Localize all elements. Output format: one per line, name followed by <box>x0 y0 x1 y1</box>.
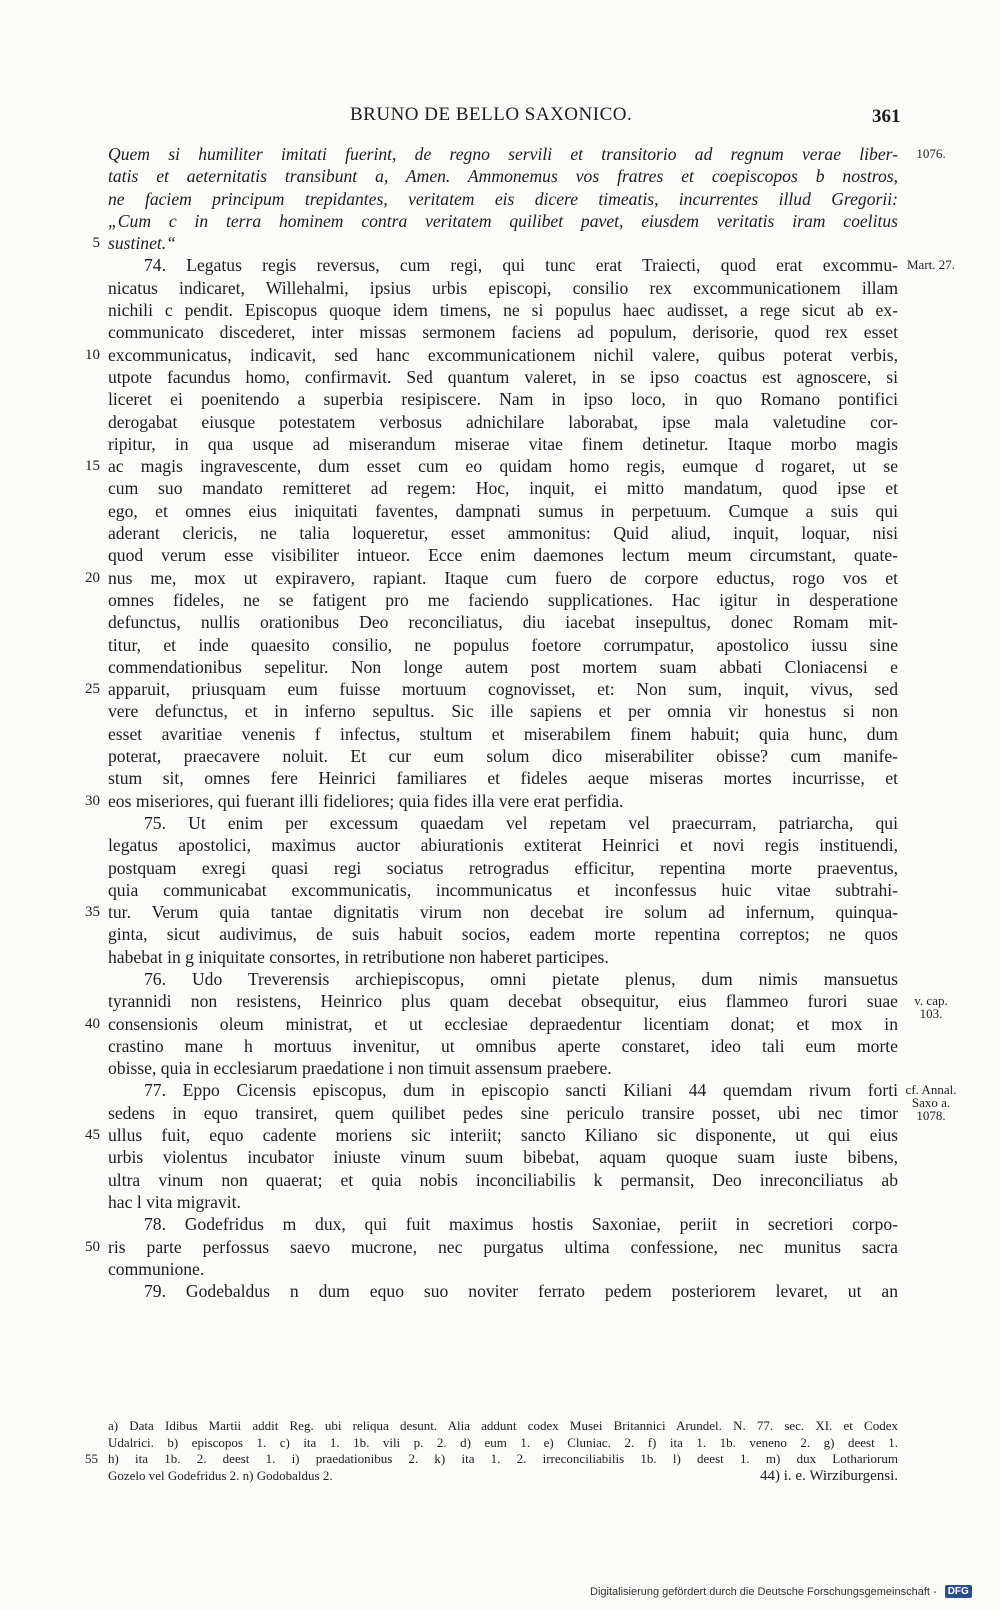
line-text: ultra vinum non quaerat; et quia nobis inconciliabilis k permansit, Deo inreconciliatus ab <box>108 1169 898 1190</box>
text-line <box>85 344 898 366</box>
line-text: ego, et omnes eius iniquitati faventes, dampnati sumus in perpetuum. Cumque a suis qui <box>108 500 898 521</box>
line-text: tur. Verum quia tantae dignitatis virum non decebat ire solum ad infernum, quinqua- <box>108 902 898 923</box>
margin-note: Mart. 27. <box>906 257 956 273</box>
line-text: 77. Eppo Cicensis episcopus, dum in episcopio sancti Kiliani 44 quemdam rivum forti <box>144 1080 898 1101</box>
text-line <box>108 968 898 990</box>
text-line <box>108 1169 898 1191</box>
page-number: 361 <box>872 106 901 127</box>
text-line <box>108 188 898 210</box>
line-text: liceret ei poenitendo a superbia resipiscere. Nam in ipso loco, in quo Romano pontifici <box>108 389 898 410</box>
line-text: commendationibus sepelitur. Non longe autem post mortem suam abbati Cloniacensi e <box>108 656 898 677</box>
text-line <box>85 1013 898 1035</box>
text-line <box>108 946 898 968</box>
editorial-note: 44) i. e. Wirziburgensi. <box>760 1467 898 1484</box>
dfg-logo: DFG <box>945 1585 972 1598</box>
text-line <box>85 901 898 923</box>
text-line <box>108 433 898 455</box>
line-text: obisse, quia in ecclesiarum praedatione i non timuit assensum praebere. <box>108 1058 612 1079</box>
line-text: defunctus, nullis orationibus Deo reconciliatus, diu iacebat insepultus, donec Romam mit- <box>108 612 898 633</box>
text-line <box>108 1102 898 1124</box>
line-text: nichili c pendit. Episcopus quoque idem timens, ne si populus haec audisset, a rege sicut ab ex- <box>108 300 898 321</box>
line-number: 35 <box>85 904 100 921</box>
line-text: sustinet.“ <box>108 233 176 254</box>
text-line <box>108 210 898 232</box>
line-text: stum sit, omnes fere Heinrici familiares et fideles aeque miseras mortes incurrisse, et <box>108 768 898 789</box>
line-text: tatis et aeternitatis transibunt a, Amen. Ammonemus vos fratres et coepiscopos b nostros, <box>108 166 898 187</box>
line-text: consensionis oleum ministrat, et ut ecclesiae depraedentur licentiam donat; et mox in <box>108 1013 898 1034</box>
line-text: 75. Ut enim per excessum quaedam vel repetam vel praecurram, patriarcha, qui <box>144 812 898 833</box>
text-line <box>108 767 898 789</box>
line-number: 20 <box>85 569 100 586</box>
text-line <box>108 277 898 299</box>
text-line <box>108 143 946 165</box>
text-line <box>85 678 898 700</box>
text-line <box>108 1191 898 1213</box>
line-text: aderant clericis, ne talia loqueretur, esset ammonitus: Quid aliud, inquit, loquar, nisi <box>108 523 898 544</box>
line-text: nicatus indicaret, Willehalmi, ipsius urbis episcopi, consilio rex excommunicationem illam <box>108 277 898 298</box>
digitization-footer <box>590 1582 990 1600</box>
line-text: urbis violentus incubator iniuste vinum suum bibebat, aquam quoque suam iuste bibens, <box>108 1147 898 1168</box>
text-line <box>108 321 898 343</box>
line-number: 25 <box>85 681 100 698</box>
text-line <box>108 745 898 767</box>
margin-note: v. cap. 103. <box>914 993 948 1022</box>
line-text: legatus apostolici, maximus auctor abiurationis extiterat Heinrici et novi regis instituendi, <box>108 835 898 856</box>
text-line <box>108 544 898 566</box>
page-header <box>0 104 1000 132</box>
text-line <box>108 700 898 722</box>
line-text: excommunicatus, indicavit, sed hanc excommunicationem nichil valere, quibus poterat verbis, <box>108 344 898 365</box>
line-text: postquam exregi quasi regi sociatus retrogradus efficitur, repentina morte praeventus, <box>108 857 898 878</box>
line-text: ullus fuit, equo cadente moriens sic interiit; sancto Kiliano sic disponente, ut qui eius <box>108 1125 898 1146</box>
line-text: habebat in g iniquitate consortes, in retributione non haberet participes. <box>108 946 609 967</box>
text-line <box>108 1213 898 1235</box>
text-line <box>108 254 956 276</box>
footnote-text: Udalrici. b) episcopos 1. c) ita 1. 1b. vili p. 2. d) eum 1. e) Cluniac. 2. f) ita 1. 1b. veneno 2. g) deest 1. <box>108 1434 898 1450</box>
footnote-text: Gozelo vel Godefridus 2. n) Godobaldus 2. <box>108 1467 333 1483</box>
text-line <box>108 1258 898 1280</box>
line-text: communione. <box>108 1258 205 1279</box>
text-line <box>85 567 898 589</box>
text-line <box>108 611 898 633</box>
line-text: nus me, mox ut expiravero, rapiant. Itaque cum fuero de corpore eductus, rogo vos et <box>108 567 898 588</box>
line-text: communicato discederet, inter missas sermonem faciens ad populum, derisorie, quod rex esset <box>108 322 898 343</box>
text-line <box>108 879 898 901</box>
footnote-text: h) ita 1b. 2. deest 1. i) praedationibus 2. k) ita 1. 2. irreconciliabilis 1b. l) deest 1. m) dux Lothariorum <box>108 1451 898 1466</box>
line-text: tyrannidi non resistens, Heinrico plus quam decebat obsequitur, eius flammeo furori suae <box>108 991 898 1012</box>
text-line <box>108 656 898 678</box>
text-line <box>108 589 898 611</box>
line-text: ris parte perfossus saevo mucrone, nec purgatus ultima confessione, nec munitus sacra <box>108 1236 898 1257</box>
line-text: 79. Godebaldus n dum equo suo noviter ferrato pedem posteriorem levaret, ut an <box>144 1281 898 1302</box>
line-text: omnes fideles, ne se fatigent pro me faciendo supplicationes. Hac igitur in desperatione <box>108 589 898 610</box>
text-line <box>108 477 898 499</box>
line-text: eos miseriores, qui fuerant illi fideliores; quia fides illa vere erat perfidia. <box>108 790 624 811</box>
text-line <box>85 790 898 812</box>
line-text: ripitur, in qua usque ad miserandum miserae vitae finem detinetur. Itaque morbo magis <box>108 433 898 454</box>
line-text: ac magis ingravescente, dum esset cum eo quidam homo regis, eumque d rogaret, ut se <box>108 456 898 477</box>
line-text: utpote facundus homo, confirmavit. Sed quantum valeret, in se ipso coactus est agnoscere, si <box>108 366 898 387</box>
text-line <box>108 500 898 522</box>
line-number: 40 <box>85 1015 100 1032</box>
text-line <box>108 165 898 187</box>
line-text: derogabat eiusque potestatem verbosus adnichilare laborabat, ipse mala valetudine cor- <box>108 411 898 432</box>
line-text: ginta, sicut audivimus, de suis habuit socios, eadem morte repentina correptos; ne quos <box>108 924 898 945</box>
line-number: 10 <box>85 346 100 363</box>
line-text: poterat, praecavere noluit. Et cur eum solum dico miserabiliter obisse? cum manife- <box>108 746 898 767</box>
text-line <box>108 1146 898 1168</box>
text-line <box>108 1057 898 1079</box>
footnote-line <box>85 1451 898 1468</box>
line-text: quod verum esse visibiliter intueor. Ecce enim daemones lectum meum circumstant, quate- <box>108 545 898 566</box>
line-text: 74. Legatus regis reversus, cum regi, qui tunc erat Traiecti, quod erat excommu- <box>144 255 898 276</box>
text-line <box>108 834 898 856</box>
text-line <box>108 522 898 544</box>
text-line <box>108 923 898 945</box>
margin-note: 1076. <box>916 146 946 161</box>
footnote-line <box>108 1468 898 1485</box>
line-text: sedens in equo transiret, quem quilibet pedes sine periculo transire posset, ubi nec timor <box>108 1102 898 1123</box>
line-text: esset avaritiae venenis f infectus, stultum et miserabilem finem habuit; quia hunc, dum <box>108 723 898 744</box>
margin-note: cf. Annal. Saxo a. 1078. <box>905 1082 957 1124</box>
line-number: 15 <box>85 458 100 475</box>
line-text: Quem si humiliter imitati fuerint, de regno servili et transitorio ad regnum verae liber- <box>108 144 898 164</box>
running-title: BRUNO DE BELLO SAXONICO. <box>350 104 633 125</box>
footnote-line <box>108 1418 898 1435</box>
text-line <box>108 388 898 410</box>
text-line <box>108 723 898 745</box>
line-text: cum suo mandato remitteret ad regem: Hoc, inquit, ei mitto mandatum, quod ipse et <box>108 478 898 499</box>
line-number: 50 <box>85 1238 100 1255</box>
line-text: 78. Godefridus m dux, qui fuit maximus hostis Saxoniae, periit in secretiori corpo- <box>144 1214 898 1235</box>
text-line <box>108 857 898 879</box>
text-line <box>108 634 898 656</box>
line-text: crastino mane h mortuus invenitur, ut omnibus aperte constaret, ideo tali eum morte <box>108 1035 898 1056</box>
text-line <box>85 455 898 477</box>
text-line <box>85 1236 898 1258</box>
main-text <box>85 143 957 1302</box>
line-text: hac l vita migravit. <box>108 1191 241 1212</box>
footnote-text: a) Data Idibus Martii addit Reg. ubi reliqua desunt. Alia addunt codex Musei Britannici Arundel. N. 77. sec. XI. et Codex <box>108 1418 898 1433</box>
line-number: 45 <box>85 1127 100 1144</box>
text-line <box>108 299 898 321</box>
footnotes <box>85 1418 898 1484</box>
line-text: titur, et inde quaesito consilio, ne populus foetore corrumpatur, apostolico iussu sine <box>108 634 898 655</box>
footnote-line <box>108 1435 898 1452</box>
line-number: 30 <box>85 792 100 809</box>
line-text: vere defunctus, et in inferno sepultus. Sic ille sapiens et per omnia vir honestus si non <box>108 701 898 722</box>
line-text: 76. Udo Treverensis archiepiscopus, omni pietate plenus, dum nimis mansuetus <box>144 968 898 989</box>
text-line <box>108 1035 898 1057</box>
line-text: ne faciem principum trepidantes, veritatem eis dicere timeatis, incurrentes illud Gregorii: <box>108 188 898 209</box>
line-text: apparuit, priusquam eum fuisse mortuum cognovisset, et: Non sum, inquit, vivus, sed <box>108 679 898 700</box>
line-text: „Cum c in terra hominem contra veritatem quilibet pavet, eiusdem veritatis iram coelitus <box>108 210 898 231</box>
line-number: 5 <box>92 235 100 252</box>
text-line <box>108 366 898 388</box>
text-line <box>85 1124 898 1146</box>
text-line <box>108 411 898 433</box>
text-line <box>92 232 898 254</box>
text-line <box>108 1280 898 1302</box>
line-text: quia communicabat excommunicatis, incommunicatus et inconfessus huic vitae subtrahi- <box>108 879 898 900</box>
text-line <box>108 990 948 1022</box>
text-line <box>108 812 898 834</box>
line-number: 55 <box>85 1451 98 1466</box>
footer-text: Digitalisierung gefördert durch die Deutsche Forschungsgemeinschaft - <box>590 1586 937 1598</box>
